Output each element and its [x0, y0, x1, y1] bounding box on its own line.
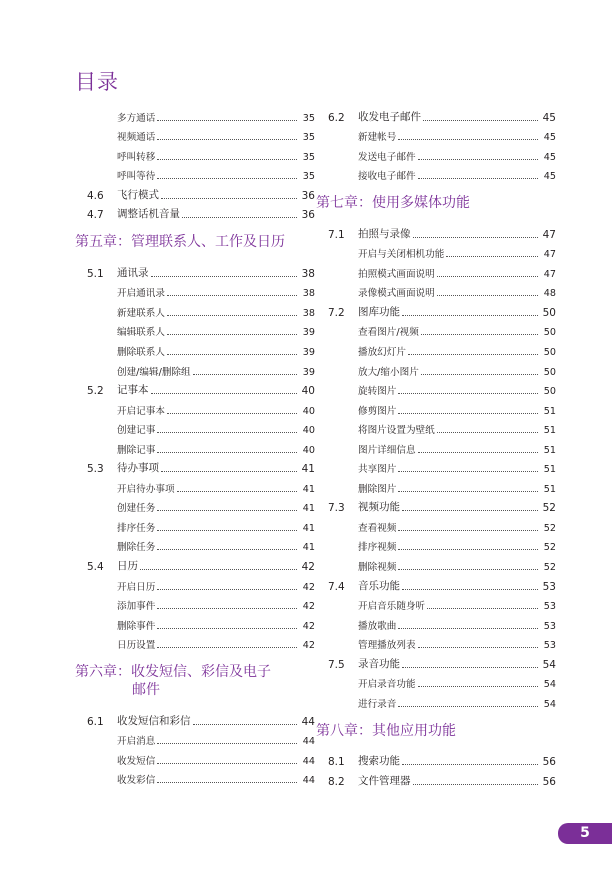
toc-entry[interactable]	[316, 260, 556, 280]
dot-leader	[427, 608, 538, 609]
toc-entry[interactable]	[75, 358, 315, 378]
toc-entry-page: 35	[302, 112, 315, 124]
toc-entry-label: 接收电子邮件	[358, 171, 416, 183]
toc-entry-number: 5.4	[87, 561, 104, 574]
dot-leader	[408, 354, 538, 355]
dot-leader	[161, 198, 297, 199]
page-number-badge: 5	[558, 823, 612, 844]
toc-entry-page: 41	[302, 522, 315, 534]
toc-entry[interactable]	[316, 221, 556, 241]
dot-leader	[398, 628, 538, 629]
toc-entry-page: 40	[302, 444, 315, 456]
toc-entry-page: 39	[302, 327, 315, 339]
toc-entry[interactable]	[75, 319, 315, 339]
toc-entry-label: 删除联系人	[117, 347, 165, 359]
toc-entry[interactable]	[75, 708, 315, 728]
dot-leader	[398, 491, 538, 492]
toc-entry-label: 录像模式画面说明	[358, 288, 435, 300]
toc-entry-page: 51	[543, 464, 556, 476]
toc-entry-label: 播放幻灯片	[358, 347, 406, 359]
toc-entry-label: 多方通话	[117, 112, 156, 124]
dot-leader	[418, 452, 538, 453]
toc-entry-label: 创建任务	[117, 503, 156, 515]
toc-entry[interactable]	[75, 202, 315, 222]
toc-entry[interactable]	[75, 299, 315, 319]
toc-entry-label: 录音功能	[358, 657, 400, 670]
toc-entry-label: 开启日历	[117, 581, 156, 593]
toc-entry-page: 40	[301, 385, 315, 398]
toc-entry-page: 42	[302, 640, 315, 652]
toc-entry-number: 8.1	[328, 756, 345, 769]
toc-entry[interactable]	[316, 671, 556, 691]
dot-leader	[418, 647, 538, 648]
toc-entry-page: 51	[543, 444, 556, 456]
toc-entry-page: 53	[543, 601, 556, 613]
toc-entry-label: 修剪图片	[358, 405, 397, 417]
toc-entry-page: 45	[542, 111, 556, 124]
toc-entry[interactable]	[75, 747, 315, 767]
dot-leader	[157, 432, 297, 433]
toc-entry-label: 日历	[117, 560, 138, 573]
toc-entry-page: 44	[302, 736, 315, 748]
toc-entry-label: 放大/缩小图片	[358, 366, 419, 378]
dot-leader	[157, 452, 297, 453]
toc-entry-page: 40	[302, 405, 315, 417]
toc-entry-page: 50	[543, 366, 556, 378]
toc-entry-number: 5.2	[87, 385, 104, 398]
toc-entry-label: 删除事件	[117, 620, 156, 632]
toc-entry-label: 呼叫转移	[117, 151, 156, 163]
dot-leader	[157, 530, 297, 531]
toc-entry[interactable]	[75, 553, 315, 573]
toc-entry[interactable]	[316, 241, 556, 261]
dot-leader	[157, 549, 297, 550]
chapter-heading[interactable]	[75, 663, 315, 699]
dot-leader	[161, 471, 297, 472]
toc-entry[interactable]	[75, 573, 315, 593]
toc-entry-label: 音乐功能	[358, 579, 400, 592]
toc-entry-label: 视频功能	[358, 501, 400, 514]
toc-entry-label: 收发短信和彩信	[117, 714, 191, 727]
toc-entry-number: 6.1	[87, 715, 104, 728]
toc-entry-label: 查看视频	[358, 522, 397, 534]
toc-entry-page: 52	[543, 542, 556, 554]
toc-entry-page: 51	[543, 405, 556, 417]
toc-entry-label: 共享图片	[358, 464, 397, 476]
toc-entry-label: 进行录音	[358, 698, 397, 710]
toc-entry-page: 44	[301, 715, 315, 728]
toc-entry-label: 飞行模式	[117, 188, 159, 201]
toc-entry-label: 开启待办事项	[117, 483, 175, 495]
toc-entry-page: 35	[302, 151, 315, 163]
toc-entry-page: 41	[301, 463, 315, 476]
toc-entry[interactable]	[316, 534, 556, 554]
toc-entry[interactable]	[316, 104, 556, 124]
dot-leader	[157, 782, 297, 783]
toc-entry-label: 播放歌曲	[358, 620, 397, 632]
toc-entry-label: 文件管理器	[358, 774, 411, 787]
dot-leader	[421, 374, 538, 375]
toc-entry[interactable]	[75, 104, 315, 124]
toc-entry-page: 35	[302, 171, 315, 183]
toc-entry-page: 44	[302, 775, 315, 787]
toc-entry-label: 添加事件	[117, 601, 156, 613]
toc-entry-label: 新建帐号	[358, 132, 397, 144]
toc-group	[316, 749, 556, 788]
toc-entry-number: 7.5	[328, 658, 345, 671]
toc-entry[interactable]	[75, 182, 315, 202]
toc-entry-page: 50	[543, 327, 556, 339]
toc-entry-page: 56	[542, 775, 556, 788]
dot-leader	[157, 120, 297, 121]
dot-leader	[157, 628, 297, 629]
toc-entry[interactable]	[316, 299, 556, 319]
dot-leader	[402, 315, 538, 316]
dot-leader	[182, 217, 297, 218]
toc-entry-label: 创建/编辑/删除组	[117, 366, 191, 378]
toc-entry-label: 调整话机音量	[117, 208, 180, 221]
toc-entry[interactable]	[316, 417, 556, 437]
toc-entry-page: 52	[542, 502, 556, 515]
dot-leader	[398, 393, 538, 394]
toc-entry-page: 48	[543, 288, 556, 300]
toc-entry-page: 53	[542, 580, 556, 593]
toc-entry-page: 47	[543, 268, 556, 280]
toc-entry[interactable]	[75, 475, 315, 495]
toc-entry-label: 排序视频	[358, 542, 397, 554]
toc-entry[interactable]	[316, 397, 556, 417]
dot-leader	[193, 724, 298, 725]
toc-entry[interactable]	[75, 417, 315, 437]
toc-entry-label: 拍照模式画面说明	[358, 268, 435, 280]
dot-leader	[157, 589, 297, 590]
toc-entry-label: 开启记事本	[117, 405, 165, 417]
toc-entry-label: 拍照与录像	[358, 227, 411, 240]
dot-leader	[418, 159, 538, 160]
toc-entry[interactable]	[316, 632, 556, 652]
toc-entry-page: 42	[302, 601, 315, 613]
toc-entry-page: 38	[302, 288, 315, 300]
toc-entry-label: 创建记事	[117, 425, 156, 437]
toc-entry-page: 42	[302, 620, 315, 632]
toc-entry-page: 54	[543, 679, 556, 691]
toc-entry-page: 54	[543, 698, 556, 710]
toc-entry[interactable]	[316, 475, 556, 495]
toc-entry-page: 50	[542, 306, 556, 319]
toc-entry[interactable]	[75, 495, 315, 515]
toc-entry-label: 待办事项	[117, 462, 159, 475]
toc-entry-label: 视频通话	[117, 132, 156, 144]
toc-entry[interactable]	[316, 338, 556, 358]
toc-entry[interactable]	[316, 768, 556, 788]
toc-entry-label: 开启录音功能	[358, 679, 416, 691]
toc-entry-page: 50	[543, 347, 556, 359]
dot-leader	[167, 334, 297, 335]
toc-entry[interactable]	[316, 749, 556, 769]
toc-entry-label: 图库功能	[358, 305, 400, 318]
chapter-heading[interactable]: 第七章：使用多媒体功能	[316, 195, 470, 212]
toc-entry-label: 搜索功能	[358, 755, 400, 768]
chapter-heading-line2: 邮件	[132, 682, 160, 699]
toc-entry-label: 将图片设置为壁纸	[358, 425, 435, 437]
toc-entry-number: 6.2	[328, 111, 345, 124]
toc-entry-label: 删除记事	[117, 444, 156, 456]
dot-leader	[437, 295, 538, 296]
toc-entry[interactable]	[75, 338, 315, 358]
toc-entry-label: 编辑联系人	[117, 327, 165, 339]
toc-entry[interactable]	[75, 593, 315, 613]
toc-entry-page: 52	[543, 522, 556, 534]
toc-entry[interactable]	[75, 436, 315, 456]
toc-entry-number: 5.3	[87, 463, 104, 476]
dot-leader	[437, 276, 538, 277]
toc-entry[interactable]	[75, 612, 315, 632]
dot-leader	[402, 764, 538, 765]
toc-entry-page: 42	[301, 561, 315, 574]
chapter-heading-line1: 第六章：收发短信、彩信及电子	[75, 664, 271, 681]
toc-entry-page: 44	[302, 755, 315, 767]
toc-entry[interactable]	[75, 280, 315, 300]
toc-entry[interactable]	[75, 534, 315, 554]
toc-entry[interactable]	[75, 124, 315, 144]
chapter-heading[interactable]: 第五章：管理联系人、工作及日历	[75, 234, 285, 251]
toc-entry-label: 收发电子邮件	[358, 110, 421, 123]
dot-leader	[157, 159, 297, 160]
toc-group	[75, 260, 315, 651]
dot-leader	[140, 569, 297, 570]
toc-entry[interactable]	[75, 260, 315, 280]
toc-entry-page: 54	[542, 658, 556, 671]
toc-entry[interactable]	[75, 397, 315, 417]
dot-leader	[157, 608, 297, 609]
dot-leader	[402, 589, 538, 590]
toc-right-column	[316, 104, 556, 788]
dot-leader	[157, 743, 297, 744]
dot-leader	[157, 763, 297, 764]
dot-leader	[398, 139, 538, 140]
toc-entry[interactable]	[75, 163, 315, 183]
toc-entry-label: 管理播放列表	[358, 640, 416, 652]
dot-leader	[437, 432, 538, 433]
dot-leader	[157, 510, 297, 511]
toc-entry[interactable]	[75, 514, 315, 534]
dot-leader	[151, 393, 298, 394]
dot-leader	[402, 510, 538, 511]
dot-leader	[398, 413, 538, 414]
toc-entry-page: 36	[301, 189, 315, 202]
toc-entry-label: 新建联系人	[117, 307, 165, 319]
toc-entry-label: 呼叫等待	[117, 171, 156, 183]
toc-entry-page: 39	[302, 366, 315, 378]
toc-entry-page: 40	[302, 425, 315, 437]
dot-leader	[413, 237, 539, 238]
toc-entry-page: 35	[302, 132, 315, 144]
toc-entry-label: 旋转图片	[358, 386, 397, 398]
toc-group	[316, 221, 556, 710]
toc-entry-number: 5.1	[87, 267, 104, 280]
toc-entry-label: 收发彩信	[117, 775, 156, 787]
toc-entry[interactable]	[75, 767, 315, 787]
toc-entry[interactable]	[316, 319, 556, 339]
toc-entry-number: 7.4	[328, 580, 345, 593]
toc-entry-page: 38	[302, 307, 315, 319]
toc-entry[interactable]	[316, 378, 556, 398]
toc-entry-page: 47	[543, 249, 556, 261]
toc-entry[interactable]	[316, 280, 556, 300]
toc-entry-label: 查看图片/视频	[358, 327, 419, 339]
dot-leader	[398, 530, 538, 531]
dot-leader	[398, 706, 538, 707]
toc-entry-page: 51	[543, 483, 556, 495]
toc-entry-page: 36	[301, 209, 315, 222]
toc-entry[interactable]	[316, 495, 556, 515]
toc-entry-page: 39	[302, 347, 315, 359]
toc-entry-page: 50	[543, 386, 556, 398]
toc-entry-number: 7.2	[328, 306, 345, 319]
toc-entry[interactable]	[316, 456, 556, 476]
toc-entry[interactable]	[316, 514, 556, 534]
dot-leader	[446, 256, 538, 257]
toc-entry[interactable]	[75, 143, 315, 163]
dot-leader	[167, 295, 297, 296]
toc-entry[interactable]	[316, 163, 556, 183]
toc-entry-label: 通讯录	[117, 266, 149, 279]
toc-entry-page: 51	[543, 425, 556, 437]
toc-entry-page: 41	[302, 503, 315, 515]
dot-leader	[421, 334, 538, 335]
dot-leader	[151, 276, 298, 277]
toc-entry[interactable]	[316, 436, 556, 456]
toc-entry[interactable]	[75, 456, 315, 476]
chapter-heading[interactable]: 第八章：其他应用功能	[316, 722, 456, 739]
toc-entry-page: 45	[543, 132, 556, 144]
toc-entry[interactable]	[316, 124, 556, 144]
toc-entry-page: 53	[543, 640, 556, 652]
dot-leader	[167, 315, 297, 316]
toc-entry-label: 删除图片	[358, 483, 397, 495]
toc-entry-label: 收发短信	[117, 755, 156, 767]
toc-entry-label: 开启通讯录	[117, 288, 165, 300]
dot-leader	[413, 784, 539, 785]
toc-entry-label: 删除视频	[358, 562, 397, 574]
toc-entry[interactable]	[316, 690, 556, 710]
toc-entry-label: 开启音乐随身听	[358, 601, 426, 613]
toc-left-column	[75, 104, 315, 786]
toc-entry-number: 7.3	[328, 502, 345, 515]
toc-entry[interactable]	[316, 651, 556, 671]
dot-leader	[418, 178, 538, 179]
dot-leader	[423, 120, 538, 121]
toc-entry[interactable]	[316, 358, 556, 378]
toc-entry-page: 53	[543, 620, 556, 632]
toc-entry[interactable]	[316, 573, 556, 593]
toc-entry-page: 45	[543, 171, 556, 183]
toc-entry[interactable]	[316, 593, 556, 613]
toc-group	[75, 708, 315, 786]
toc-entry-label: 记事本	[117, 384, 149, 397]
toc-entry-page: 42	[302, 581, 315, 593]
toc-entry[interactable]	[75, 728, 315, 748]
toc-group	[75, 104, 315, 221]
dot-leader	[193, 374, 297, 375]
toc-group	[316, 104, 556, 182]
toc-entry-label: 发送电子邮件	[358, 151, 416, 163]
dot-leader	[398, 549, 538, 550]
dot-leader	[157, 139, 297, 140]
dot-leader	[398, 471, 538, 472]
toc-entry[interactable]	[75, 378, 315, 398]
page-title: 目录	[75, 70, 119, 94]
toc-entry-page: 52	[543, 562, 556, 574]
toc-entry-label: 开启消息	[117, 736, 156, 748]
toc-entry-page: 41	[302, 483, 315, 495]
toc-entry-page: 45	[543, 151, 556, 163]
toc-entry-number: 4.7	[87, 209, 104, 222]
toc-entry-label: 图片详细信息	[358, 444, 416, 456]
dot-leader	[398, 569, 538, 570]
toc-entry-number: 7.1	[328, 228, 345, 241]
toc-entry-page: 56	[542, 756, 556, 769]
toc-entry[interactable]	[316, 143, 556, 163]
toc-entry-label: 开启与关闭相机功能	[358, 249, 445, 261]
toc-entry-page: 47	[542, 228, 556, 241]
toc-entry[interactable]	[316, 553, 556, 573]
toc-entry-number: 4.6	[87, 189, 104, 202]
toc-entry[interactable]	[316, 612, 556, 632]
dot-leader	[167, 354, 297, 355]
toc-entry-page: 41	[302, 542, 315, 554]
dot-leader	[402, 667, 538, 668]
toc-entry-label: 删除任务	[117, 542, 156, 554]
dot-leader	[167, 413, 297, 414]
toc-entry-label: 排序任务	[117, 522, 156, 534]
dot-leader	[157, 178, 297, 179]
toc-entry-number: 8.2	[328, 775, 345, 788]
dot-leader	[418, 686, 538, 687]
toc-entry-label: 日历设置	[117, 640, 156, 652]
dot-leader	[157, 647, 297, 648]
toc-entry-page: 38	[301, 267, 315, 280]
dot-leader	[177, 491, 297, 492]
toc-entry[interactable]	[75, 632, 315, 652]
